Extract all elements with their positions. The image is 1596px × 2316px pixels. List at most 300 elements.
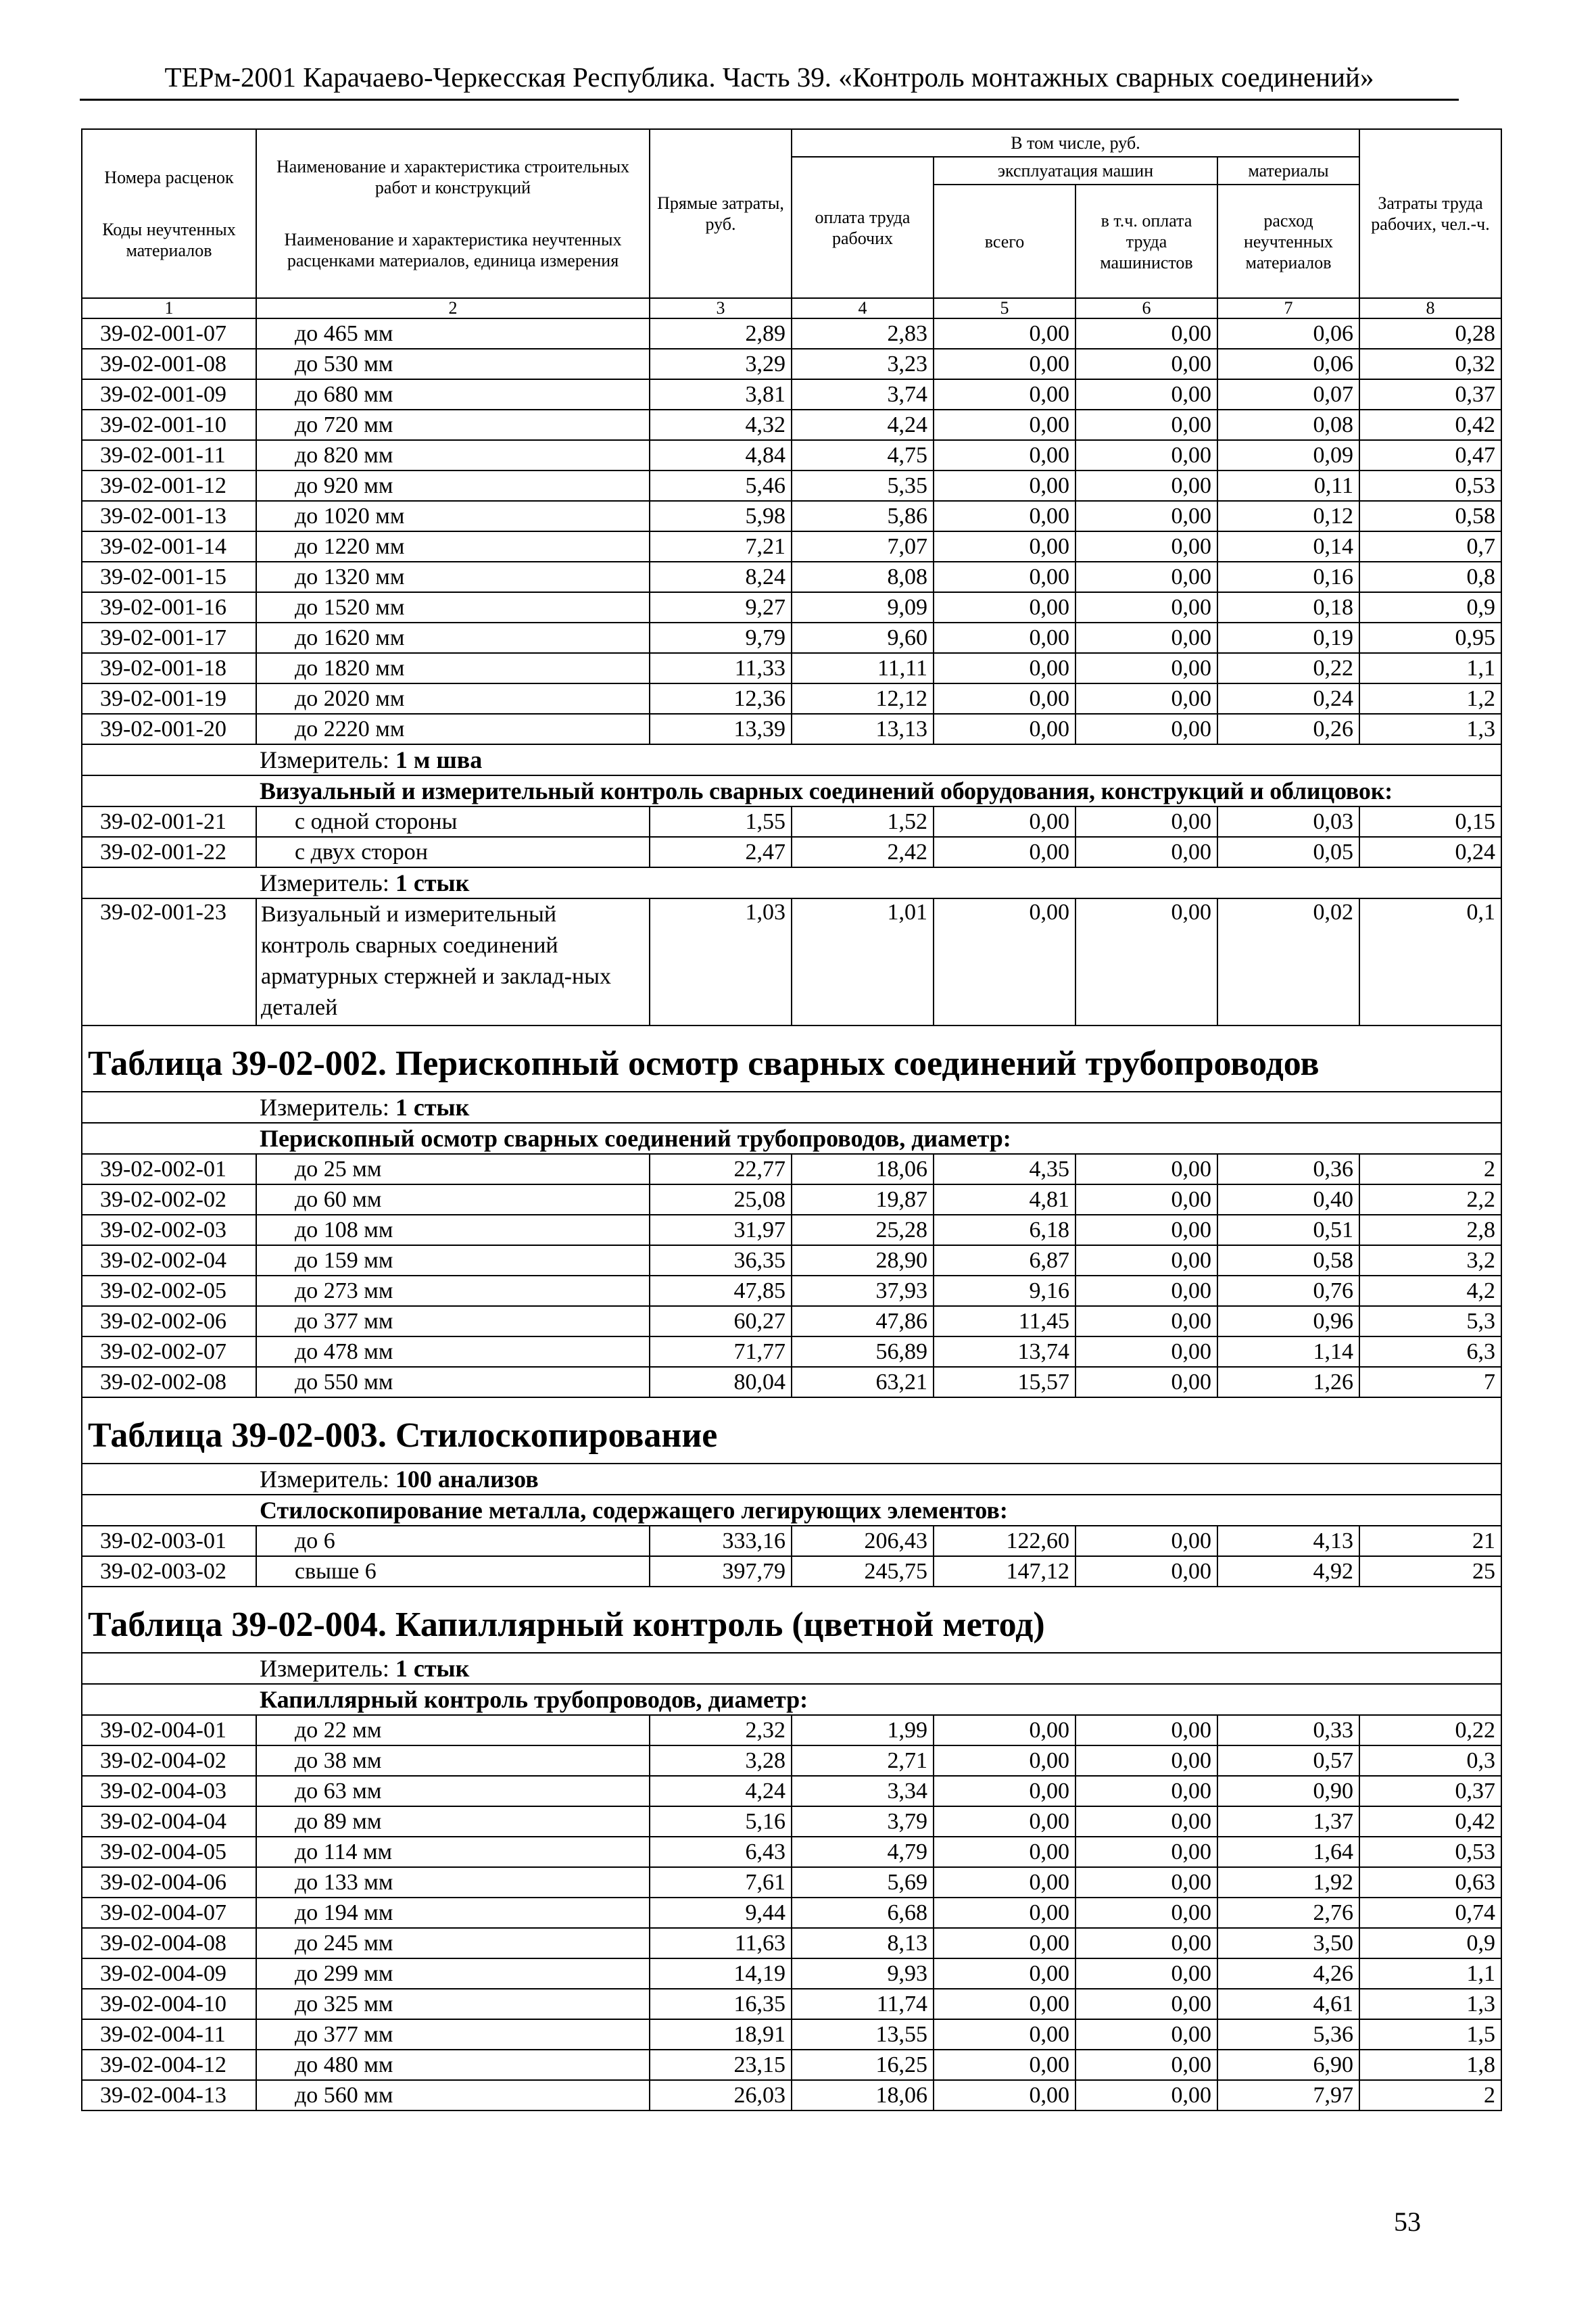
rate-value: 4,24 (792, 410, 934, 440)
table-title-row (82, 1587, 1501, 1653)
measure-cell (82, 1653, 1501, 1684)
rate-code: 39-02-004-04 (82, 1806, 256, 1837)
table-row (82, 2019, 1501, 2050)
rate-name: до 133 мм (256, 1867, 650, 1898)
table-row (82, 1154, 1501, 1184)
rate-value: 4,26 (1217, 1958, 1359, 1989)
rate-value: 0,05 (1217, 837, 1359, 867)
rate-code: 39-02-003-01 (82, 1526, 256, 1556)
rate-value: 0,9 (1359, 1928, 1501, 1958)
rate-code: 39-02-001-07 (82, 318, 256, 349)
rate-value: 1,3 (1359, 714, 1501, 744)
rate-value: 0,06 (1217, 318, 1359, 349)
rate-value: 1,2 (1359, 683, 1501, 714)
rate-value: 0,00 (1075, 1867, 1217, 1898)
rate-value: 0,18 (1217, 592, 1359, 623)
rate-value: 0,00 (1075, 1958, 1217, 1989)
rate-value: 0,1 (1359, 898, 1501, 1026)
rate-code: 39-02-001-10 (82, 410, 256, 440)
col-mach-total-header: всего (934, 185, 1075, 298)
rates-body (82, 129, 1501, 2110)
header-row (82, 129, 1501, 157)
rate-value: 0,00 (934, 806, 1075, 837)
rate-value: 0,07 (1217, 379, 1359, 410)
table-row (82, 1306, 1501, 1336)
table-row (82, 1806, 1501, 1837)
table-row (82, 1989, 1501, 2019)
rate-value: 0,00 (934, 1776, 1075, 1806)
measure-row (82, 744, 1501, 775)
rate-value: 0,00 (1075, 837, 1217, 867)
rate-name: до 273 мм (256, 1276, 650, 1306)
rate-value: 1,26 (1217, 1367, 1359, 1397)
measure-label: Измеритель: (260, 869, 389, 896)
rate-value: 0,08 (1217, 410, 1359, 440)
rate-value: 56,89 (792, 1336, 934, 1367)
col-labor-header: Затраты труда рабочих, чел.-ч. (1359, 129, 1501, 298)
rate-code: 39-02-002-04 (82, 1245, 256, 1276)
rate-value: 0,00 (1075, 501, 1217, 531)
col-codes-title: Номера расценок (104, 167, 234, 187)
page-header: ТЕРм-2001 Карачаево-Черкесская Республика. Часть 39. «Контроль монтажных сварных соединений» (164, 62, 1374, 93)
col-machines-header: эксплуатация машин (934, 157, 1217, 185)
rate-value: 397,79 (650, 1556, 792, 1587)
rate-value: 25 (1359, 1556, 1501, 1587)
rate-value: 0,00 (1075, 1336, 1217, 1367)
rate-value: 19,87 (792, 1184, 934, 1215)
table-row (82, 1958, 1501, 1989)
rate-name: до 1620 мм (256, 623, 650, 653)
rate-value: 1,14 (1217, 1336, 1359, 1367)
rate-value: 80,04 (650, 1367, 792, 1397)
rate-name: до 820 мм (256, 440, 650, 471)
rate-value: 0,00 (1075, 531, 1217, 562)
rate-value: 5,35 (792, 471, 934, 501)
section-row (82, 775, 1501, 806)
rate-value: 13,74 (934, 1336, 1075, 1367)
col-materials-sub-header: расход неучтенных материалов (1217, 185, 1359, 298)
rate-code: 39-02-001-12 (82, 471, 256, 501)
table-row (82, 2050, 1501, 2080)
column-number: 4 (792, 298, 934, 318)
rate-value: 0,00 (1075, 1184, 1217, 1215)
rate-code: 39-02-004-13 (82, 2080, 256, 2110)
rate-value: 2,32 (650, 1715, 792, 1745)
rate-name: до 108 мм (256, 1215, 650, 1245)
rate-value: 1,52 (792, 806, 934, 837)
rate-value: 0,95 (1359, 623, 1501, 653)
rate-value: 9,93 (792, 1958, 934, 1989)
rate-value: 0,00 (934, 1745, 1075, 1776)
rate-value: 4,32 (650, 410, 792, 440)
measure-value: 100 анализов (395, 1466, 539, 1493)
rate-value: 0,00 (1075, 410, 1217, 440)
rate-code: 39-02-001-13 (82, 501, 256, 531)
rate-value: 0,63 (1359, 1867, 1501, 1898)
rate-value: 6,43 (650, 1837, 792, 1867)
rate-value: 0,00 (1075, 1745, 1217, 1776)
column-number: 1 (82, 298, 256, 318)
column-number: 3 (650, 298, 792, 318)
rate-value: 0,00 (1075, 562, 1217, 592)
rate-value: 0,42 (1359, 410, 1501, 440)
rate-value: 0,00 (934, 1989, 1075, 2019)
measure-row (82, 1464, 1501, 1495)
section-title: Капиллярный контроль трубопроводов, диаметр: (82, 1684, 1501, 1715)
table-row (82, 471, 1501, 501)
rate-value: 9,16 (934, 1276, 1075, 1306)
rate-value: 0,09 (1217, 440, 1359, 471)
table-row (82, 1276, 1501, 1306)
rate-code: 39-02-004-12 (82, 2050, 256, 2080)
rate-value: 4,24 (650, 1776, 792, 1806)
rate-value: 0,00 (1075, 1526, 1217, 1556)
table-row (82, 1837, 1501, 1867)
table-row (82, 1867, 1501, 1898)
table-row (82, 2080, 1501, 2110)
rate-value: 206,43 (792, 1526, 934, 1556)
rate-value: 63,21 (792, 1367, 934, 1397)
column-number: 5 (934, 298, 1075, 318)
rate-value: 0,00 (1075, 1306, 1217, 1336)
rate-value: 0,58 (1359, 501, 1501, 531)
rate-value: 0,00 (1075, 653, 1217, 683)
rate-value: 9,44 (650, 1898, 792, 1928)
rate-code: 39-02-002-06 (82, 1306, 256, 1336)
section-row (82, 1495, 1501, 1526)
measure-row (82, 1653, 1501, 1684)
rate-name: до 465 мм (256, 318, 650, 349)
rate-value: 3,79 (792, 1806, 934, 1837)
rate-value: 12,12 (792, 683, 934, 714)
rate-value: 4,35 (934, 1154, 1075, 1184)
rate-value: 0,9 (1359, 592, 1501, 623)
rates-table (81, 128, 1502, 2111)
rate-value: 0,06 (1217, 349, 1359, 379)
col-materials-header: материалы (1217, 157, 1359, 185)
rate-code: 39-02-004-11 (82, 2019, 256, 2050)
rate-name: до 530 мм (256, 349, 650, 379)
rate-value: 0,90 (1217, 1776, 1359, 1806)
rate-value: 0,00 (1075, 1989, 1217, 2019)
column-number: 7 (1217, 298, 1359, 318)
rate-name: свыше 6 (256, 1556, 650, 1587)
rate-value: 6,18 (934, 1215, 1075, 1245)
rate-value: 0,00 (1075, 1245, 1217, 1276)
rate-value: 13,13 (792, 714, 934, 744)
rate-value: 1,64 (1217, 1837, 1359, 1867)
rate-value: 147,12 (934, 1556, 1075, 1587)
rate-value: 18,06 (792, 1154, 934, 1184)
rate-value: 13,39 (650, 714, 792, 744)
rate-value: 6,3 (1359, 1336, 1501, 1367)
rate-code: 39-02-004-07 (82, 1898, 256, 1928)
col-codes-sub: Коды неучтенных материалов (102, 219, 236, 260)
rate-code: 39-02-001-22 (82, 837, 256, 867)
rate-value: 22,77 (650, 1154, 792, 1184)
rate-value: 0,00 (934, 714, 1075, 744)
rate-value: 1,03 (650, 898, 792, 1026)
rate-value: 0,57 (1217, 1745, 1359, 1776)
rate-value: 122,60 (934, 1526, 1075, 1556)
rate-value: 0,00 (1075, 1928, 1217, 1958)
col-wages-header: оплата труда рабочих (792, 157, 934, 298)
rate-value: 2,71 (792, 1745, 934, 1776)
rate-code: 39-02-001-23 (82, 898, 256, 1026)
column-number: 2 (256, 298, 650, 318)
rate-value: 0,00 (1075, 714, 1217, 744)
rate-name: до 114 мм (256, 1837, 650, 1867)
rate-code: 39-02-002-03 (82, 1215, 256, 1245)
rate-value: 0,58 (1217, 1245, 1359, 1276)
rate-value: 0,00 (1075, 1556, 1217, 1587)
measure-value: 1 стык (395, 1655, 470, 1682)
rate-name: до 680 мм (256, 379, 650, 410)
rate-value: 0,00 (1075, 1715, 1217, 1745)
rate-value: 0,53 (1359, 1837, 1501, 1867)
rate-value: 0,00 (1075, 898, 1217, 1026)
rate-value: 8,13 (792, 1928, 934, 1958)
rate-value: 7,21 (650, 531, 792, 562)
table-title-row (82, 1397, 1501, 1464)
table-row (82, 1245, 1501, 1276)
rate-name: до 22 мм (256, 1715, 650, 1745)
rate-value: 0,96 (1217, 1306, 1359, 1336)
rate-value: 6,87 (934, 1245, 1075, 1276)
rate-code: 39-02-001-14 (82, 531, 256, 562)
rate-value: 0,00 (934, 898, 1075, 1026)
rate-value: 1,3 (1359, 1989, 1501, 2019)
column-number: 6 (1075, 298, 1217, 318)
rate-value: 6,68 (792, 1898, 934, 1928)
rate-value: 0,00 (934, 1958, 1075, 1989)
table-row (82, 501, 1501, 531)
rate-value: 0,03 (1217, 806, 1359, 837)
rate-value: 0,00 (1075, 471, 1217, 501)
rate-name: до 720 мм (256, 410, 650, 440)
rate-value: 5,46 (650, 471, 792, 501)
rate-value: 0,00 (1075, 592, 1217, 623)
measure-label: Измеритель: (260, 746, 389, 773)
rate-value: 3,29 (650, 349, 792, 379)
rate-value: 1,37 (1217, 1806, 1359, 1837)
rate-code: 39-02-001-19 (82, 683, 256, 714)
rate-value: 0,00 (934, 653, 1075, 683)
rate-value: 5,36 (1217, 2019, 1359, 2050)
rate-value: 0,00 (934, 2019, 1075, 2050)
rate-value: 0,36 (1217, 1154, 1359, 1184)
rate-value: 4,81 (934, 1184, 1075, 1215)
rate-value: 0,51 (1217, 1215, 1359, 1245)
rate-value: 0,42 (1359, 1806, 1501, 1837)
table-row (82, 714, 1501, 744)
rate-name: с двух сторон (256, 837, 650, 867)
rate-value: 0,76 (1217, 1276, 1359, 1306)
rate-value: 0,00 (1075, 1367, 1217, 1397)
column-numbers-row (82, 298, 1501, 318)
rate-value: 7,61 (650, 1867, 792, 1898)
rate-value: 3,2 (1359, 1245, 1501, 1276)
rate-code: 39-02-001-16 (82, 592, 256, 623)
rate-value: 4,61 (1217, 1989, 1359, 2019)
rate-value: 0,00 (934, 440, 1075, 471)
rate-value: 7,97 (1217, 2080, 1359, 2110)
measure-label: Измеритель: (260, 1466, 389, 1493)
rate-value: 4,79 (792, 1837, 934, 1867)
rate-value: 1,5 (1359, 2019, 1501, 2050)
rate-name: до 1220 мм (256, 531, 650, 562)
col-name-title: Наименование и характеристика строительных работ и конструкций (276, 157, 630, 197)
rate-value: 23,15 (650, 2050, 792, 2080)
rate-value: 0,00 (1075, 1837, 1217, 1867)
measure-value: 1 стык (395, 1094, 470, 1121)
rate-name: до 560 мм (256, 2080, 650, 2110)
measure-cell (82, 1464, 1501, 1495)
rate-value: 0,00 (934, 1898, 1075, 1928)
table-row (82, 653, 1501, 683)
rate-value: 0,00 (1075, 1215, 1217, 1245)
section-row (82, 1684, 1501, 1715)
rate-value: 0,00 (1075, 806, 1217, 837)
rate-value: 5,16 (650, 1806, 792, 1837)
rate-value: 5,69 (792, 1867, 934, 1898)
page-number: 53 (1394, 2206, 1421, 2237)
rate-value: 0,00 (1075, 379, 1217, 410)
rate-value: 0,33 (1217, 1715, 1359, 1745)
rate-name: Визуальный и измерительный контроль сварных соединений арматурных стержней и заклад-ных деталей (256, 898, 650, 1026)
rate-name: до 325 мм (256, 1989, 650, 2019)
rate-value: 0,00 (934, 562, 1075, 592)
rate-code: 39-02-004-08 (82, 1928, 256, 1958)
rate-code: 39-02-004-09 (82, 1958, 256, 1989)
rate-value: 0,00 (1075, 683, 1217, 714)
rate-value: 18,91 (650, 2019, 792, 2050)
rate-name: до 920 мм (256, 471, 650, 501)
rate-value: 0,00 (934, 410, 1075, 440)
rate-name: до 377 мм (256, 2019, 650, 2050)
rate-value: 47,85 (650, 1276, 792, 1306)
rate-value: 4,84 (650, 440, 792, 471)
rate-value: 0,00 (934, 1837, 1075, 1867)
rate-value: 21 (1359, 1526, 1501, 1556)
rate-name: до 1320 мм (256, 562, 650, 592)
rate-value: 3,28 (650, 1745, 792, 1776)
measure-cell (82, 744, 1501, 775)
rate-name: до 6 (256, 1526, 650, 1556)
rate-value: 0,00 (934, 2080, 1075, 2110)
rate-value: 47,86 (792, 1306, 934, 1336)
rate-value: 0,00 (934, 501, 1075, 531)
table-row (82, 1336, 1501, 1367)
rate-name: до 194 мм (256, 1898, 650, 1928)
rate-value: 245,75 (792, 1556, 934, 1587)
table-row (82, 683, 1501, 714)
rate-value: 0,00 (934, 1715, 1075, 1745)
rate-value: 0,16 (1217, 562, 1359, 592)
rate-value: 0,00 (934, 1806, 1075, 1837)
rate-value: 0,12 (1217, 501, 1359, 531)
rate-value: 2 (1359, 2080, 1501, 2110)
rate-code: 39-02-002-02 (82, 1184, 256, 1215)
table-title: Таблица 39-02-003. Стилоскопирование (82, 1397, 1501, 1464)
rate-value: 28,90 (792, 1245, 934, 1276)
rate-code: 39-02-001-11 (82, 440, 256, 471)
rate-name: до 1020 мм (256, 501, 650, 531)
table-title: Таблица 39-02-002. Перископный осмотр сварных соединений трубопроводов (82, 1026, 1501, 1092)
rate-value: 0,19 (1217, 623, 1359, 653)
rate-value: 5,86 (792, 501, 934, 531)
table-row (82, 592, 1501, 623)
rate-value: 6,90 (1217, 2050, 1359, 2080)
measure-row (82, 1092, 1501, 1123)
rate-code: 39-02-004-05 (82, 1837, 256, 1867)
rate-value: 0,00 (1075, 318, 1217, 349)
rate-value: 0,00 (1075, 1806, 1217, 1837)
rate-value: 12,36 (650, 683, 792, 714)
measure-value: 1 стык (395, 869, 470, 896)
rate-code: 39-02-001-21 (82, 806, 256, 837)
rate-value: 0,15 (1359, 806, 1501, 837)
rate-value: 8,24 (650, 562, 792, 592)
rate-value: 0,26 (1217, 714, 1359, 744)
table-title-row (82, 1026, 1501, 1092)
rate-value: 7 (1359, 1367, 1501, 1397)
rate-value: 4,2 (1359, 1276, 1501, 1306)
rate-value: 36,35 (650, 1245, 792, 1276)
rate-value: 2 (1359, 1154, 1501, 1184)
rate-value: 333,16 (650, 1526, 792, 1556)
rate-value: 0,00 (1075, 1898, 1217, 1928)
rate-code: 39-02-002-08 (82, 1367, 256, 1397)
table-row (82, 440, 1501, 471)
rate-name: до 25 мм (256, 1154, 650, 1184)
rate-value: 0,00 (934, 1867, 1075, 1898)
col-name-sub: Наименование и характеристика неучтенных расценками материалов, единица измерения (284, 230, 622, 270)
rate-code: 39-02-003-02 (82, 1556, 256, 1587)
rate-value: 4,13 (1217, 1526, 1359, 1556)
rate-value: 1,1 (1359, 1958, 1501, 1989)
rate-name: до 377 мм (256, 1306, 650, 1336)
rate-code: 39-02-002-07 (82, 1336, 256, 1367)
table-row (82, 1898, 1501, 1928)
rate-value: 11,33 (650, 653, 792, 683)
rate-value: 0,22 (1217, 653, 1359, 683)
rate-value: 1,01 (792, 898, 934, 1026)
rate-value: 0,00 (934, 592, 1075, 623)
rate-value: 0,00 (1075, 2050, 1217, 2080)
rate-value: 0,22 (1359, 1715, 1501, 1745)
rate-name: до 159 мм (256, 1245, 650, 1276)
rate-value: 7,07 (792, 531, 934, 562)
table-row (82, 349, 1501, 379)
table-row (82, 898, 1501, 1026)
rate-value: 0,32 (1359, 349, 1501, 379)
rate-name: до 550 мм (256, 1367, 650, 1397)
col-codes-header (82, 129, 256, 298)
rate-value: 0,37 (1359, 1776, 1501, 1806)
rate-value: 11,74 (792, 1989, 934, 2019)
rate-value: 2,83 (792, 318, 934, 349)
rate-code: 39-02-001-09 (82, 379, 256, 410)
rate-value: 1,55 (650, 806, 792, 837)
rate-value: 0,47 (1359, 440, 1501, 471)
rate-value: 2,42 (792, 837, 934, 867)
rate-value: 0,00 (934, 318, 1075, 349)
table-row (82, 562, 1501, 592)
table-row (82, 1715, 1501, 1745)
rate-value: 18,06 (792, 2080, 934, 2110)
rate-value: 0,00 (1075, 349, 1217, 379)
